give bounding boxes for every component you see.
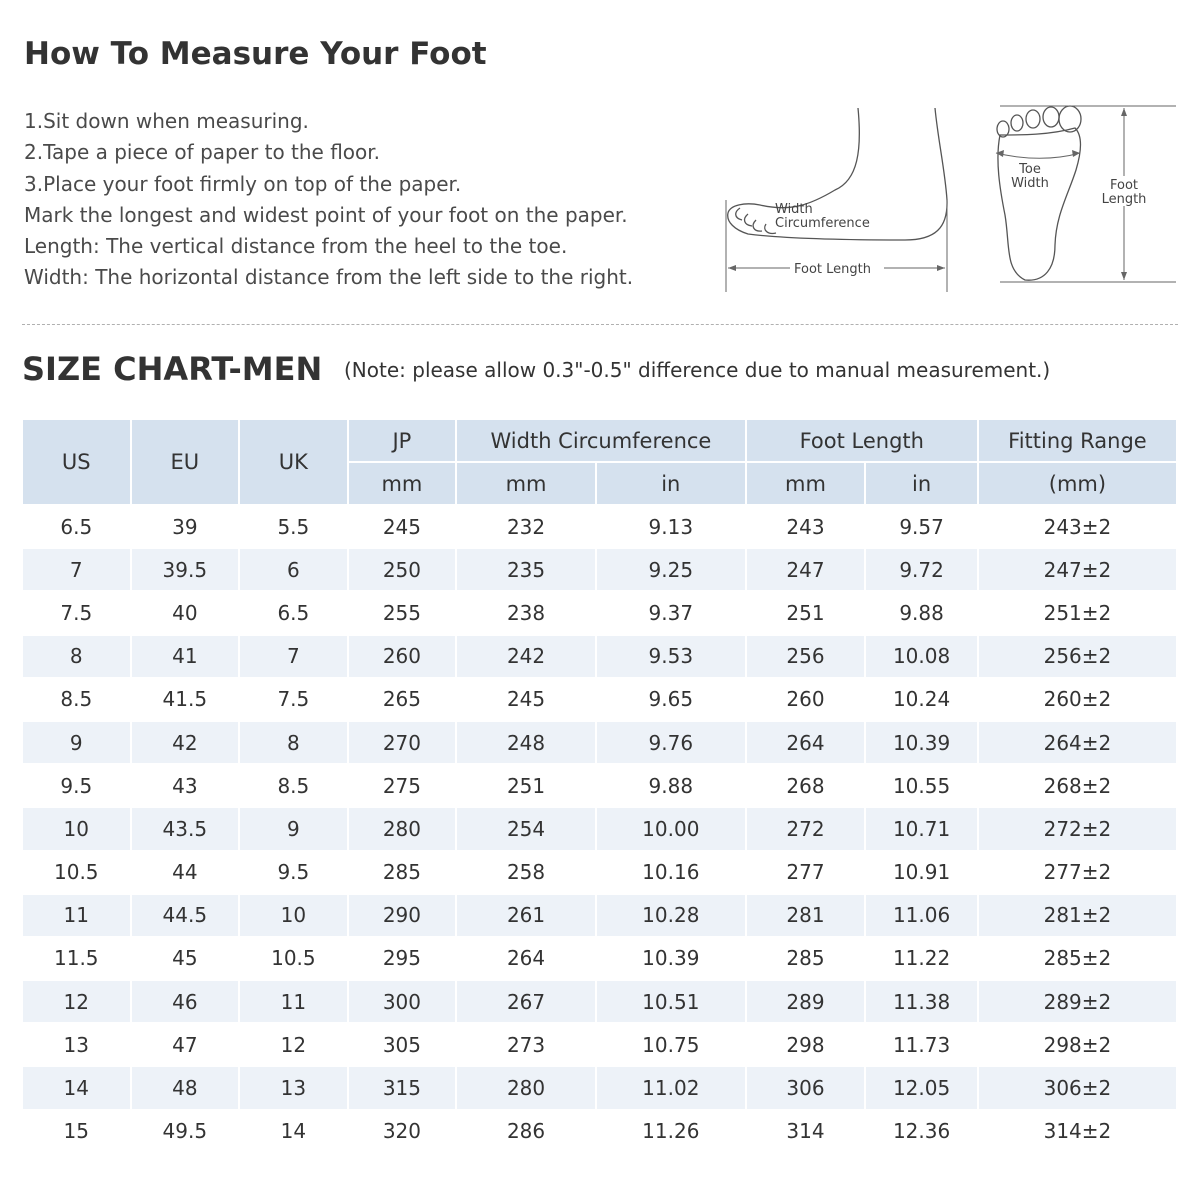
cell-length-in: 9.88: [866, 592, 977, 633]
cell-uk: 9: [240, 808, 347, 849]
table-row: [23, 549, 1176, 590]
cell-eu: 39.5: [132, 549, 239, 590]
cell-jp-mm: 290: [349, 895, 456, 936]
cell-jp-mm: 315: [349, 1067, 456, 1108]
table-row: [23, 808, 1176, 849]
table-row: [23, 895, 1176, 936]
cell-fitting-range: 289±2: [979, 981, 1176, 1022]
cell-length-in: 12.36: [866, 1111, 977, 1152]
cell-length-in: 11.38: [866, 981, 977, 1022]
table-row: [23, 679, 1176, 720]
cell-width-in: 11.02: [597, 1067, 745, 1108]
cell-width-mm: 242: [457, 636, 595, 677]
cell-uk: 11: [240, 981, 347, 1022]
header-eu: EU: [132, 420, 239, 504]
arrow-up-icon: [1121, 108, 1127, 116]
cell-width-mm: 264: [457, 938, 595, 979]
cell-uk: 12: [240, 1024, 347, 1065]
cell-uk: 14: [240, 1111, 347, 1152]
cell-jp-mm: 295: [349, 938, 456, 979]
header-jp-mm: mm: [349, 463, 456, 504]
cell-width-in: 10.28: [597, 895, 745, 936]
cell-length-mm: 264: [747, 722, 865, 763]
cell-fitting-range: 256±2: [979, 636, 1176, 677]
cell-length-mm: 281: [747, 895, 865, 936]
cell-length-mm: 247: [747, 549, 865, 590]
cell-length-in: 10.39: [866, 722, 977, 763]
cell-eu: 42: [132, 722, 239, 763]
arrow-left-icon: [996, 150, 1004, 157]
table-row: [23, 852, 1176, 893]
cell-width-mm: 280: [457, 1067, 595, 1108]
cell-us: 11.5: [23, 938, 130, 979]
header-fitting-unit: (mm): [979, 463, 1176, 504]
cell-eu: 47: [132, 1024, 239, 1065]
cell-us: 10.5: [23, 852, 130, 893]
cell-jp-mm: 305: [349, 1024, 456, 1065]
cell-width-mm: 235: [457, 549, 595, 590]
cell-width-in: 9.53: [597, 636, 745, 677]
table-row: [23, 1067, 1176, 1108]
cell-eu: 45: [132, 938, 239, 979]
cell-us: 13: [23, 1024, 130, 1065]
size-chart-body: [23, 506, 1176, 1152]
table-row: [23, 1111, 1176, 1152]
table-row: [23, 722, 1176, 763]
cell-us: 9.5: [23, 765, 130, 806]
cell-fitting-range: 306±2: [979, 1067, 1176, 1108]
instruction-line: 2.Tape a piece of paper to the floor.: [24, 140, 381, 165]
cell-us: 7: [23, 549, 130, 590]
cell-us: 8: [23, 636, 130, 677]
cell-width-mm: 238: [457, 592, 595, 633]
cell-length-mm: 285: [747, 938, 865, 979]
cell-jp-mm: 280: [349, 808, 456, 849]
cell-uk: 5.5: [240, 506, 347, 547]
size-chart-title: SIZE CHART-MEN: [22, 350, 323, 388]
header-length-in: in: [866, 463, 977, 504]
cell-uk: 13: [240, 1067, 347, 1108]
cell-length-in: 10.71: [866, 808, 977, 849]
cell-us: 9: [23, 722, 130, 763]
cell-width-in: 10.00: [597, 808, 745, 849]
cell-eu: 43.5: [132, 808, 239, 849]
cell-uk: 10: [240, 895, 347, 936]
side-dimension-lines: [726, 200, 947, 292]
cell-length-in: 11.22: [866, 938, 977, 979]
cell-eu: 48: [132, 1067, 239, 1108]
header-jp: JP: [349, 420, 456, 461]
cell-length-in: 10.91: [866, 852, 977, 893]
cell-fitting-range: 298±2: [979, 1024, 1176, 1065]
header-width-circumference: Width Circumference: [457, 420, 745, 461]
measurement-note: (Note: please allow 0.3"-0.5" difference due to manual measurement.): [344, 358, 1051, 382]
cell-eu: 49.5: [132, 1111, 239, 1152]
cell-us: 15: [23, 1111, 130, 1152]
cell-eu: 39: [132, 506, 239, 547]
cell-jp-mm: 260: [349, 636, 456, 677]
cell-width-in: 9.88: [597, 765, 745, 806]
cell-fitting-range: 281±2: [979, 895, 1176, 936]
cell-length-mm: 298: [747, 1024, 865, 1065]
cell-fitting-range: 260±2: [979, 679, 1176, 720]
arrow-left-icon: [728, 265, 736, 271]
cell-width-mm: 286: [457, 1111, 595, 1152]
cell-uk: 8.5: [240, 765, 347, 806]
cell-fitting-range: 251±2: [979, 592, 1176, 633]
table-row: [23, 636, 1176, 677]
cell-fitting-range: 277±2: [979, 852, 1176, 893]
cell-length-mm: 306: [747, 1067, 865, 1108]
page-title: How To Measure Your Foot: [24, 36, 487, 72]
instruction-line: Length: The vertical distance from the heel to the toe.: [24, 234, 568, 259]
cell-width-mm: 273: [457, 1024, 595, 1065]
table-row: [23, 938, 1176, 979]
side-foot-length-label: Foot Length: [794, 262, 871, 277]
cell-eu: 44: [132, 852, 239, 893]
instruction-line: 3.Place your foot firmly on top of the paper.: [24, 171, 462, 196]
header-length-mm: mm: [747, 463, 865, 504]
header-width-mm: mm: [457, 463, 595, 504]
cell-width-mm: 248: [457, 722, 595, 763]
cell-us: 7.5: [23, 592, 130, 633]
cell-uk: 9.5: [240, 852, 347, 893]
header-width-in: in: [597, 463, 745, 504]
cell-length-mm: 268: [747, 765, 865, 806]
foot-diagram: [0, 0, 1200, 320]
cell-width-mm: 245: [457, 679, 595, 720]
cell-uk: 7: [240, 636, 347, 677]
top-foot-illustration: [997, 106, 1081, 280]
cell-length-mm: 277: [747, 852, 865, 893]
cell-eu: 41: [132, 636, 239, 677]
table-row: [23, 981, 1176, 1022]
cell-fitting-range: 264±2: [979, 722, 1176, 763]
cell-eu: 41.5: [132, 679, 239, 720]
table-row: [23, 506, 1176, 547]
cell-fitting-range: 247±2: [979, 549, 1176, 590]
width-circ-label-1: Width: [775, 202, 813, 217]
cell-length-in: 10.24: [866, 679, 977, 720]
cell-length-mm: 272: [747, 808, 865, 849]
table-row: [23, 592, 1176, 633]
cell-fitting-range: 272±2: [979, 808, 1176, 849]
arrow-right-icon: [937, 265, 945, 271]
cell-width-mm: 251: [457, 765, 595, 806]
foot-length-label-1: Foot: [1109, 178, 1139, 193]
cell-width-in: 9.65: [597, 679, 745, 720]
cell-jp-mm: 265: [349, 679, 456, 720]
cell-width-in: 10.51: [597, 981, 745, 1022]
instruction-line: Mark the longest and widest point of your foot on the paper.: [24, 202, 628, 227]
header-foot-length: Foot Length: [747, 420, 977, 461]
cell-width-in: 9.76: [597, 722, 745, 763]
size-chart-table: [21, 418, 1178, 1154]
cell-fitting-range: 268±2: [979, 765, 1176, 806]
cell-width-mm: 232: [457, 506, 595, 547]
cell-width-mm: 267: [457, 981, 595, 1022]
cell-width-mm: 261: [457, 895, 595, 936]
toe-width-label-2: Width: [1011, 176, 1049, 191]
toe-width-label-1: Toe: [1019, 162, 1041, 177]
cell-fitting-range: 314±2: [979, 1111, 1176, 1152]
cell-uk: 10.5: [240, 938, 347, 979]
cell-length-mm: 243: [747, 506, 865, 547]
cell-width-in: 10.39: [597, 938, 745, 979]
cell-length-mm: 289: [747, 981, 865, 1022]
cell-length-mm: 256: [747, 636, 865, 677]
cell-eu: 40: [132, 592, 239, 633]
cell-fitting-range: 285±2: [979, 938, 1176, 979]
table-row: [23, 1024, 1176, 1065]
cell-jp-mm: 300: [349, 981, 456, 1022]
cell-width-in: 9.13: [597, 506, 745, 547]
cell-uk: 8: [240, 722, 347, 763]
cell-us: 11: [23, 895, 130, 936]
cell-us: 10: [23, 808, 130, 849]
header-fitting-range: Fitting Range: [979, 420, 1176, 461]
section-divider: [22, 324, 1178, 325]
cell-jp-mm: 270: [349, 722, 456, 763]
cell-length-in: 10.55: [866, 765, 977, 806]
cell-jp-mm: 245: [349, 506, 456, 547]
cell-jp-mm: 275: [349, 765, 456, 806]
cell-length-mm: 260: [747, 679, 865, 720]
cell-us: 6.5: [23, 506, 130, 547]
cell-eu: 43: [132, 765, 239, 806]
cell-length-mm: 314: [747, 1111, 865, 1152]
cell-length-in: 10.08: [866, 636, 977, 677]
cell-jp-mm: 255: [349, 592, 456, 633]
instruction-line: 1.Sit down when measuring.: [24, 109, 309, 133]
cell-length-in: 9.57: [866, 506, 977, 547]
cell-jp-mm: 250: [349, 549, 456, 590]
cell-width-in: 9.25: [597, 549, 745, 590]
cell-uk: 6.5: [240, 592, 347, 633]
cell-width-in: 10.75: [597, 1024, 745, 1065]
cell-us: 12: [23, 981, 130, 1022]
cell-length-in: 11.73: [866, 1024, 977, 1065]
cell-eu: 46: [132, 981, 239, 1022]
cell-width-in: 11.26: [597, 1111, 745, 1152]
cell-fitting-range: 243±2: [979, 506, 1176, 547]
cell-uk: 6: [240, 549, 347, 590]
table-row: [23, 765, 1176, 806]
cell-width-mm: 258: [457, 852, 595, 893]
cell-jp-mm: 320: [349, 1111, 456, 1152]
header-uk: UK: [240, 420, 347, 504]
cell-eu: 44.5: [132, 895, 239, 936]
cell-width-in: 9.37: [597, 592, 745, 633]
cell-length-in: 9.72: [866, 549, 977, 590]
cell-uk: 7.5: [240, 679, 347, 720]
cell-width-mm: 254: [457, 808, 595, 849]
foot-length-label-2: Length: [1101, 192, 1147, 207]
arrow-down-icon: [1121, 272, 1127, 280]
cell-width-in: 10.16: [597, 852, 745, 893]
cell-length-mm: 251: [747, 592, 865, 633]
width-circ-label-2: Circumference: [775, 216, 870, 231]
cell-us: 14: [23, 1067, 130, 1108]
instruction-line: Width: The horizontal distance from the left side to the right.: [24, 265, 634, 290]
cell-length-in: 11.06: [866, 895, 977, 936]
cell-length-in: 12.05: [866, 1067, 977, 1108]
header-us: US: [23, 420, 130, 504]
cell-jp-mm: 285: [349, 852, 456, 893]
cell-us: 8.5: [23, 679, 130, 720]
